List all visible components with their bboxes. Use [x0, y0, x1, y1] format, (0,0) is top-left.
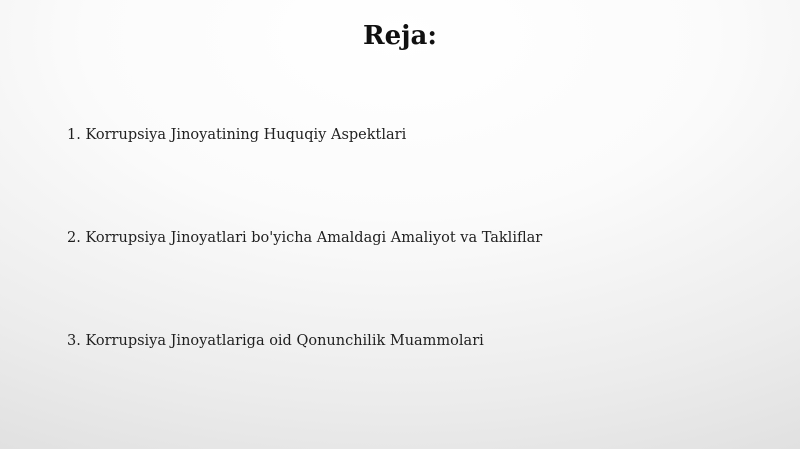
plan-item: 1. Korrupsiya Jinoyatining Huquqiy Aspektlari: [67, 127, 407, 143]
plan-item: 2. Korrupsiya Jinoyatlari bo'yicha Amaldagi Amaliyot va Takliflar: [67, 230, 543, 246]
slide-title: Reja:: [362, 21, 437, 51]
plan-item: 3. Korrupsiya Jinoyatlariga oid Qonunchilik Muammolari: [67, 333, 484, 349]
